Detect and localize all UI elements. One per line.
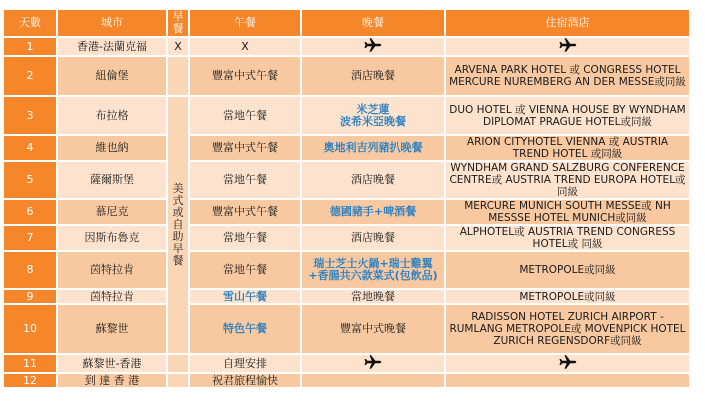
dinner: 當地晚餐 — [302, 290, 444, 303]
lunch: 當地午餐 — [190, 252, 300, 288]
header-breakfast: 早餐 — [168, 10, 188, 36]
airplane-icon — [559, 38, 577, 55]
lunch: 特色午餐 — [190, 305, 300, 353]
hotel: ALPHOTEL或 AUSTRIA TREND CONGRESS HOTEL或 同級 — [446, 226, 689, 250]
dinner: 德國豬手+啤酒餐 — [302, 200, 444, 224]
hotel: MERCURE MUNICH SOUTH MESSE或 NH MESSSE HOTEL MUNICH或同級 — [446, 200, 689, 224]
breakfast-blank — [168, 374, 188, 387]
dinner: 酒店晚餐 — [302, 162, 444, 198]
city: 到 達 香 港 — [58, 374, 166, 387]
hotel-flight — [446, 355, 689, 372]
day-number: 5 — [4, 162, 56, 198]
day-number: 4 — [4, 136, 56, 160]
header-lunch: 午餐 — [190, 10, 300, 36]
table-row — [4, 200, 689, 224]
table-row — [4, 305, 689, 353]
table-row — [4, 374, 689, 387]
hotel: DUO HOTEL 或 VIENNA HOUSE BY WYNDHAM DIPLOMAT PRAGUE HOTEL或同級 — [446, 97, 689, 134]
dinner: 豐富中式晚餐 — [302, 305, 444, 353]
breakfast-blank — [168, 57, 188, 95]
lunch: 祝君旅程愉快 — [190, 374, 300, 387]
dinner: 酒店晚餐 — [302, 226, 444, 250]
dinner: 瑞士芝士火鍋+瑞士雞翼 +香腸共六款菜式(包飲品) — [302, 252, 444, 288]
hotel: METROPOLE或同級 — [446, 290, 689, 303]
itinerary-table — [2, 8, 691, 389]
city: 茵特拉肯 — [58, 252, 166, 288]
airplane-icon — [364, 38, 382, 55]
dinner: 米芝蓮 波希米亞晚餐 — [302, 97, 444, 134]
lunch: X — [190, 38, 300, 55]
table-row — [4, 355, 689, 372]
hotel — [446, 374, 689, 387]
header-dinner: 晚餐 — [302, 10, 444, 36]
hotel-flight — [446, 38, 689, 55]
day-number: 10 — [4, 305, 56, 353]
table-row — [4, 226, 689, 250]
day-number: 9 — [4, 290, 56, 303]
hotel: RADISSON HOTEL ZURICH AIRPORT - RUMLANG METROPOLE或 MOVENPICK HOTEL ZURICH REGENSDORF或同級 — [446, 305, 689, 353]
hotel: ARION CITYHOTEL VIENNA 或 AUSTRIA TREND HOTEL 或同級 — [446, 136, 689, 160]
day-number: 2 — [4, 57, 56, 95]
lunch: 豐富中式午餐 — [190, 57, 300, 95]
lunch: 雪山午餐 — [190, 290, 300, 303]
breakfast: X — [168, 38, 188, 55]
airplane-icon — [364, 355, 382, 372]
day-number: 11 — [4, 355, 56, 372]
table-row — [4, 162, 689, 198]
dinner: 奧地利吉列豬扒晚餐 — [302, 136, 444, 160]
breakfast-blank — [168, 355, 188, 372]
hotel: METROPOLE或同級 — [446, 252, 689, 288]
table-row — [4, 136, 689, 160]
header-day: 天數 — [4, 10, 56, 36]
hotel: ARVENA PARK HOTEL 或 CONGRESS HOTEL MERCURE NUREMBERG AN DER MESSE或同級 — [446, 57, 689, 95]
city: 茵特拉肯 — [58, 290, 166, 303]
day-number: 8 — [4, 252, 56, 288]
day-number: 7 — [4, 226, 56, 250]
header-city: 城市 — [58, 10, 166, 36]
city: 維也納 — [58, 136, 166, 160]
hotel: WYNDHAM GRAND SALZBURG CONFERENCE CENTRE或 AUSTRIA TREND EUROPA HOTEL或同級 — [446, 162, 689, 198]
breakfast-merged: 美式或自助早餐 — [168, 97, 188, 353]
lunch: 豐富中式午餐 — [190, 200, 300, 224]
table-header-row — [4, 10, 689, 36]
day-number: 12 — [4, 374, 56, 387]
dinner-flight — [302, 38, 444, 55]
table-row — [4, 290, 689, 303]
city: 布拉格 — [58, 97, 166, 134]
lunch: 當地午餐 — [190, 97, 300, 134]
city: 香港-法蘭克福 — [58, 38, 166, 55]
header-hotel: 住宿酒店 — [446, 10, 689, 36]
airplane-icon — [559, 355, 577, 372]
table-row — [4, 252, 689, 288]
dinner-flight — [302, 355, 444, 372]
city: 蘇黎世 — [58, 305, 166, 353]
table-row — [4, 97, 689, 134]
dinner — [302, 374, 444, 387]
lunch: 豐富中式午餐 — [190, 136, 300, 160]
city: 蘇黎世-香港 — [58, 355, 166, 372]
city: 紐倫堡 — [58, 57, 166, 95]
day-number: 6 — [4, 200, 56, 224]
city: 因斯布魯克 — [58, 226, 166, 250]
table-row — [4, 38, 689, 55]
day-number: 1 — [4, 38, 56, 55]
lunch: 當地午餐 — [190, 162, 300, 198]
city: 薩爾斯堡 — [58, 162, 166, 198]
dinner: 酒店晚餐 — [302, 57, 444, 95]
table-row — [4, 57, 689, 95]
lunch: 當地午餐 — [190, 226, 300, 250]
lunch: 自理安排 — [190, 355, 300, 372]
day-number: 3 — [4, 97, 56, 134]
city: 慕尼克 — [58, 200, 166, 224]
